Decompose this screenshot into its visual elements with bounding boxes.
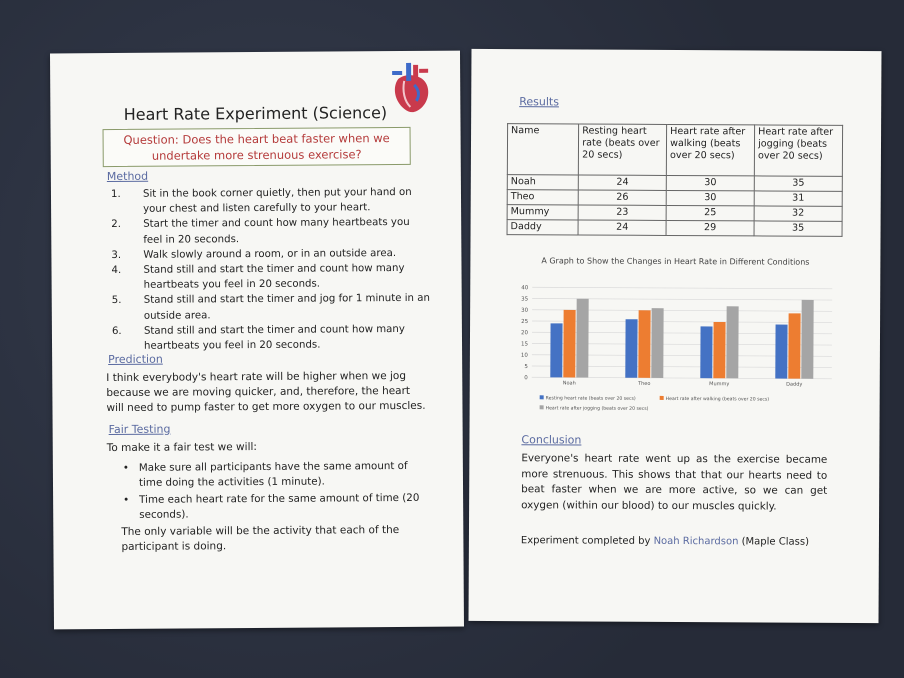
chart-bar (700, 326, 712, 378)
method-step-text: Sit in the book corner quietly, then put your hand on your chest and listen carefully to your heart. (142, 186, 412, 215)
table-cell: 30 (666, 190, 754, 205)
question-box: Question: Does the heart beat faster when we undertake more strenuous exercise? (103, 127, 411, 167)
method-step-text: Stand still and start the timer and jog for 1 minute in an outside area. (143, 293, 430, 322)
chart-bar (651, 308, 663, 378)
chart-plot (509, 281, 840, 433)
table-row (507, 205, 842, 222)
method-heading: Method (106, 169, 149, 184)
chart-y-tick-label: 25 (521, 318, 529, 325)
chart-gridline (532, 287, 832, 289)
chart-bar (801, 300, 813, 379)
table-header-cell: Heart rate after walking (beats over 20 secs) (666, 124, 754, 175)
table-cell: 25 (666, 205, 754, 220)
chart-y-tick-label: 0 (524, 375, 528, 382)
table-cell: 24 (578, 220, 666, 235)
method-step-text: Stand still and start the timer and count how many heartbeats you feel in 20 seconds. (143, 262, 405, 292)
table-cell: 26 (578, 190, 666, 205)
chart-bar (726, 306, 738, 378)
table-cell: 32 (754, 206, 842, 221)
chart-bar (713, 322, 725, 378)
chart-bar (550, 323, 562, 377)
class-name: (Maple Class) (741, 536, 810, 548)
chart-bar (625, 319, 637, 378)
method-list (111, 185, 432, 354)
chart-bar (638, 310, 650, 378)
chart-x-tick-label: Noah (562, 380, 576, 387)
method-step-number: 5. (111, 295, 122, 307)
conclusion-text: Everyone's heart rate went up as the exercise became more strenuous. This shows that that our hearts need to beat faster when we are more active, so we can get oxygen (within our blood) to our muscles quickly. (521, 452, 828, 513)
table-header-row (507, 124, 842, 177)
prediction-text: I think everybody's heart rate will be higher when we jog because we are moving quicker, and, therefore, the heart will need to pump faster to get more oxygen to our muscles. (106, 369, 426, 415)
chart-y-tick-label: 5 (524, 363, 528, 370)
table-cell: Mummy (507, 205, 578, 220)
table-cell: 35 (754, 221, 842, 236)
table-cell: 30 (666, 175, 754, 190)
left-page (50, 51, 464, 630)
table-row (507, 190, 842, 207)
table-row (507, 175, 842, 192)
table-cell: 29 (666, 220, 754, 235)
method-step-number: 4. (111, 264, 122, 277)
variable-text: The only variable will be the activity that each of the participant is doing. (121, 524, 400, 553)
chart-bar (576, 299, 588, 378)
chart-legend-label: Heart rate after walking (beats over 20 secs) (665, 396, 770, 403)
chart-y-tick-label: 30 (521, 307, 529, 314)
chart-legend-label: Resting heart rate (beats over 20 secs) (545, 396, 636, 402)
chart-y-tick-label: 35 (521, 296, 529, 303)
page-title: Heart Rate Experiment (Science) (123, 103, 388, 124)
table-header-cell: Name (507, 124, 579, 175)
method-step-number: 2. (111, 219, 121, 231)
method-step-number: 3. (111, 249, 122, 261)
chart-y-tick-label: 10 (520, 352, 528, 359)
table-cell: Theo (507, 190, 578, 205)
method-step (111, 261, 431, 294)
student-name: Noah Richardson (653, 535, 739, 548)
chart-x-tick-label: Mummy (709, 381, 730, 388)
chart-y-tick-label: 15 (520, 341, 528, 348)
results-table (507, 123, 844, 237)
fair-testing-intro: To make it a fair test we will: (106, 441, 257, 455)
fair-testing-point: • Time each heart rate for the same amount of time (20 seconds). (123, 491, 423, 523)
method-step (111, 185, 431, 218)
chart-title: A Graph to Show the Changes in Heart Rate in Different Conditions (541, 256, 810, 267)
fair-testing-list (123, 459, 423, 525)
method-step-text: Start the timer and count how many heartbeats you feel in 20 seconds. (143, 217, 410, 246)
chart-x-tick-label: Daddy (786, 381, 803, 388)
table-header-cell: Heart rate after jogging (beats over 20 secs) (754, 125, 842, 176)
chart-legend-swatch (540, 405, 544, 409)
chart-legend-label: Heart rate after jogging (beats over 20 secs) (545, 406, 649, 412)
chart-bar (775, 325, 787, 379)
method-step-number: 1. (110, 188, 121, 201)
conclusion-heading: Conclusion (521, 433, 582, 447)
prediction-heading: Prediction (108, 352, 163, 367)
table-cell: Noah (507, 175, 578, 190)
completed-prefix: Experiment completed by (520, 535, 651, 547)
fair-testing-point: • Make sure all participants have the same amount of time doing the activities (1 minute). (123, 459, 423, 491)
chart-legend-swatch (660, 396, 664, 400)
chart-x-tick-label: Theo (638, 380, 651, 387)
method-step-text: Walk slowly around a room, or in an outside area. (143, 247, 397, 261)
heart-rate-chart (510, 255, 841, 427)
table-cell: Daddy (507, 220, 578, 235)
completed-by-line (521, 535, 841, 548)
chart-legend-swatch (540, 395, 544, 399)
chart-bar (788, 313, 800, 378)
table-cell: 35 (754, 176, 842, 191)
table-cell: 31 (754, 191, 842, 206)
results-heading: Results (519, 95, 559, 109)
method-step (111, 215, 431, 248)
method-step-text: Stand still and start the timer and count how many heartbeats you feel in 20 seconds. (143, 323, 405, 352)
right-page (469, 49, 882, 623)
method-step (112, 322, 432, 355)
table-cell: 24 (578, 175, 666, 190)
chart-y-tick-label: 20 (520, 330, 529, 337)
chart-bar (563, 310, 575, 378)
chart-y-tick-label: 40 (521, 285, 529, 292)
table-row (507, 220, 842, 237)
table-header-cell: Resting heart rate (beats over 20 secs) (579, 124, 667, 175)
method-step (112, 291, 432, 324)
table-cell: 23 (578, 205, 666, 220)
fair-testing-heading: Fair Testing (108, 422, 171, 437)
method-step-number: 6. (111, 325, 122, 337)
